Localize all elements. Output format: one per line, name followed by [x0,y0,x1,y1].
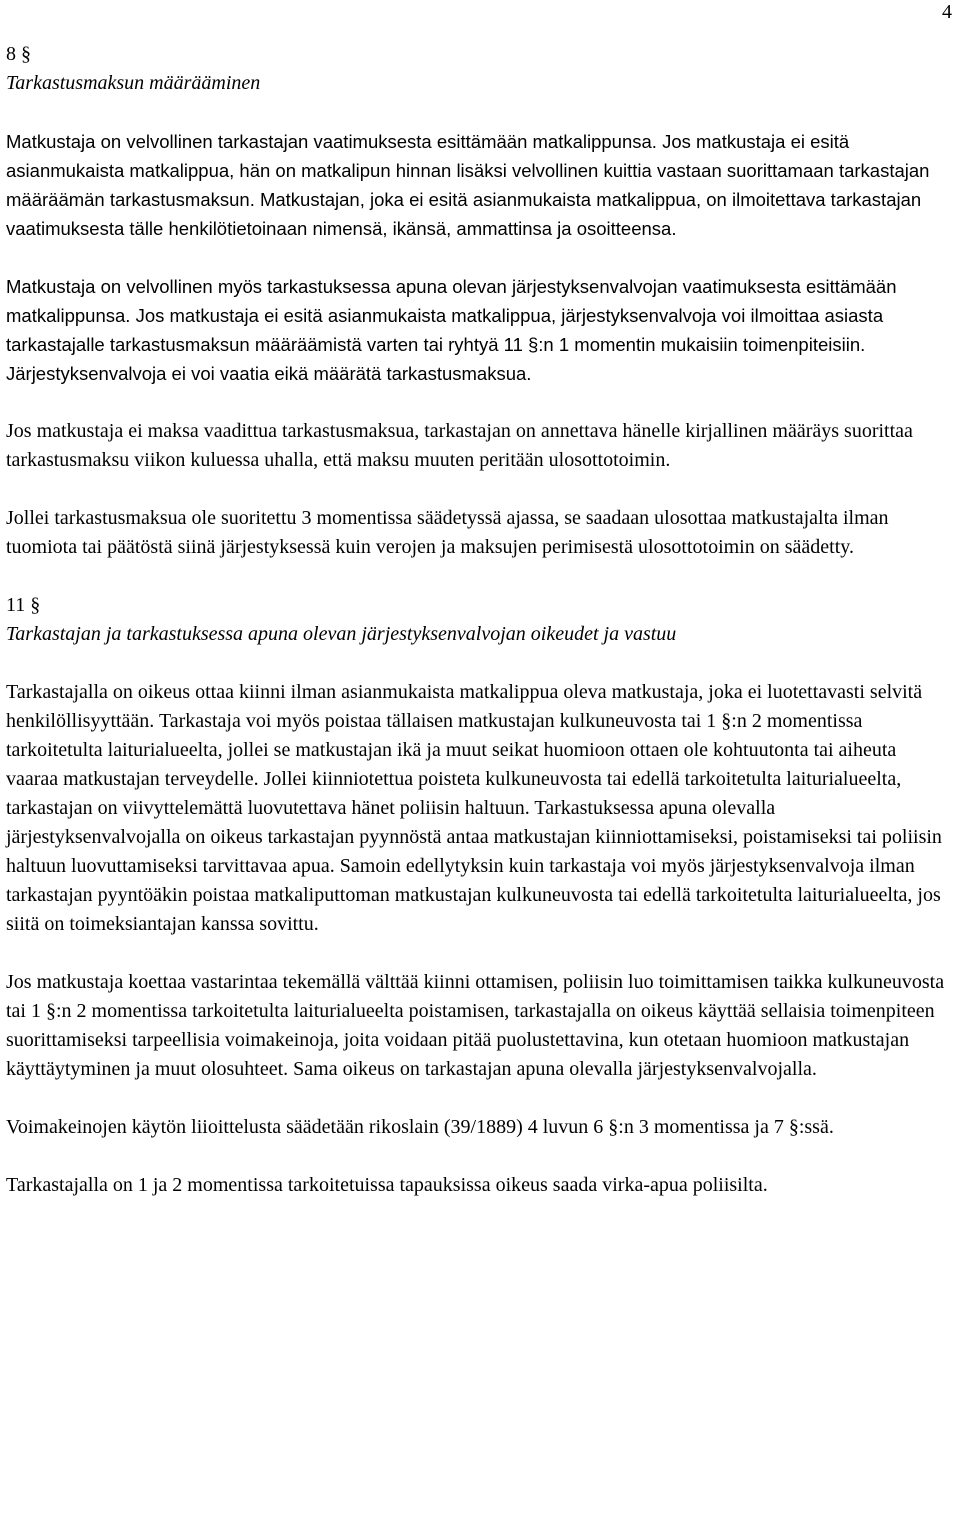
paragraph: Jollei tarkastusmaksua ole suoritettu 3 momentissa säädetyssä ajassa, se saadaan ulosottaa matkustajalta ilman tuomiota tai päätöstä siinä järjestyksessä kuin verojen ja maksujen perimisestä ulosottotoimin on säädetty. [6,507,889,558]
paragraph: Jos matkustaja ei maksa vaadittua tarkastusmaksua, tarkastajan on annettava hänelle kirjallinen määräys suorittaa tarkastusmaksu viikon kuluessa uhalla, että maksu muuten peritään ulosottotoimin. [6,420,913,471]
paragraph: Matkustaja on velvollinen tarkastajan vaatimuksesta esittämään matkalippunsa. Jos matkustaja ei esitä asianmukaista matkalippua, hän on matkalipun hinnan lisäksi velvollinen kuittia vastaan suorittamaan tarkastajan määräämän tarkastusmaksun. Matkustajan, joka ei esitä asianmukaista matkalippua, on ilmoitettava tarkastajan vaatimuksesta tälle henkilötietoinaan nimensä, ikänsä, ammattinsa ja osoitteensa. [6,131,930,239]
document-content [6,40,946,1200]
section-number: 8 § [6,43,31,65]
page-number: 4 [942,1,952,23]
section-11 [6,591,946,1200]
section-title: Tarkastajan ja tarkastuksessa apuna olevan järjestyksenvalvojan oikeudet ja vastuu [6,623,677,645]
paragraph: Voimakeinojen käytön liioittelusta säädetään rikoslain (39/1889) 4 luvun 6 §:n 3 momentissa ja 7 §:ssä. [6,1116,834,1138]
section-8 [6,40,946,562]
paragraph: Matkustaja on velvollinen myös tarkastuksessa apuna olevan järjestyksenvalvojan vaatimuksesta esittämään matkalippunsa. Jos matkustaja ei esitä asianmukaista matkalippua, järjestyksenvalvoja voi ilmoittaa asiasta tarkastajalle tarkastusmaksun määräämistä varten tai ryhtyä 11 §:n 1 momentin mukaisiin toimenpiteisiin. Järjestyksenvalvoja ei voi vaatia eikä määrätä tarkastusmaksua. [6,276,897,384]
paragraph: Jos matkustaja koettaa vastarintaa tekemällä välttää kiinni ottamisen, poliisin luo toimittamisen taikka kulkuneuvosta tai 1 §:n 2 momentissa tarkoitetulta laiturialueelta poistamisen, tarkastajalla on oikeus käyttää sellaisia toimenpiteen suorittamiseksi tarpeellisia voimakeinoja, joita voidaan pitää puolustettavina, kun otetaan huomioon matkustajan käyttäytyminen ja muut olosuhteet. Sama oikeus on tarkastajan apuna olevalla järjestyksenvalvojalla. [6,971,945,1080]
paragraph: Tarkastajalla on 1 ja 2 momentissa tarkoitetuissa tapauksissa oikeus saada virka-apua poliisilta. [6,1174,768,1196]
section-number: 11 § [6,594,41,616]
paragraph: Tarkastajalla on oikeus ottaa kiinni ilman asianmukaista matkalippua oleva matkustaja, joka ei luotettavasti selvitä henkilöllisyyttään. Tarkastaja voi myös poistaa tällaisen matkustajan kulkuneuvosta tai 1 §:n 2 momentissa tarkoitetulta laiturialueelta, jollei se matkustajan ikä ja muut seikat huomioon ottaen ole kohtuutonta tai aiheuta vaaraa matkustajan terveydelle. Jollei kiinniotettua poisteta kulkuneuvosta tai edellä tarkoitetulta laiturialueelta, tarkastajan on viivyttelemättä luovutettava hänet poliisin haltuun. Tarkastuksessa apuna olevalla järjestyksenvalvojalla on oikeus tarkastajan pyynnöstä antaa matkustajan kiinniottamiseksi, poistamiseksi tai poliisin haltuun luovuttamiseksi tarvittavaa apua. Samoin edellytyksin kuin tarkastaja voi myös järjestyksenvalvoja ilman tarkastajan pyyntöäkin poistaa matkaliputtoman matkustajan kulkuneuvosta tai edellä tarkoitetulta laiturialueelta, jos siitä on toimeksiantajan kanssa sovittu. [6,681,942,935]
section-title: Tarkastusmaksun määrääminen [6,72,261,94]
